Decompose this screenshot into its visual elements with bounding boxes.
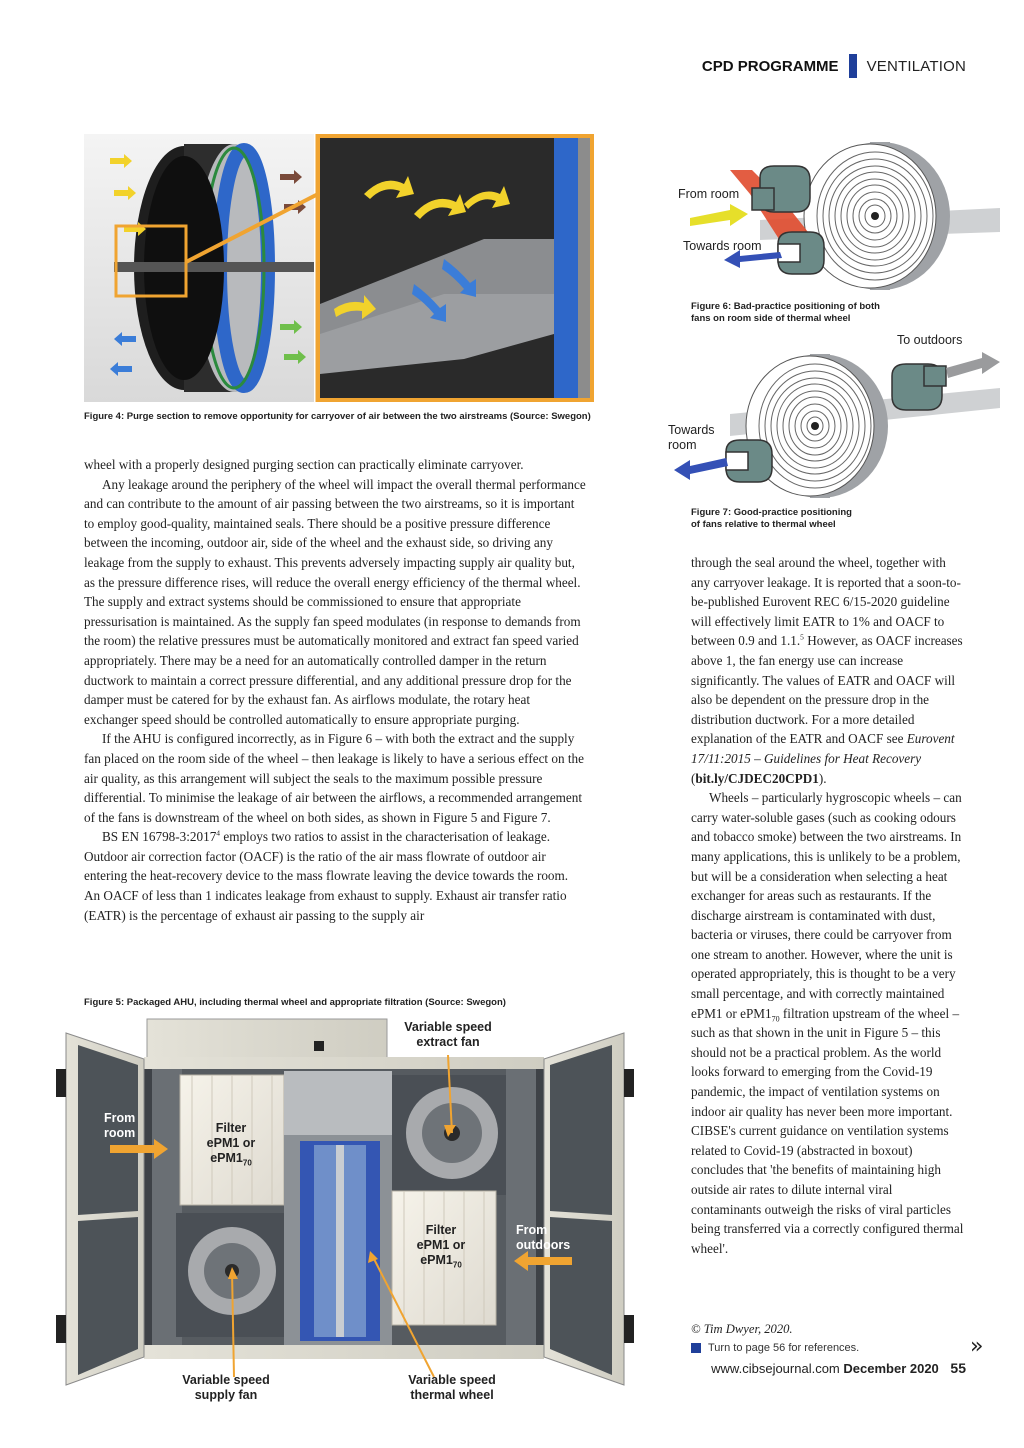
fig5-label-thermal-wheel xyxy=(396,1373,508,1403)
fig5-wheel-line-1: Variable speed xyxy=(408,1373,496,1387)
fig7-label-towards-room-line-2: room xyxy=(668,438,697,452)
footer-issue: December 2020 xyxy=(843,1361,939,1376)
figure-5-caption: Figure 5: Packaged AHU, including thermal wheel and appropriate filtration (Source: Swegon) xyxy=(84,997,506,1008)
right-column-text xyxy=(691,553,966,1258)
header-divider xyxy=(849,54,857,78)
fig5-from-room-line-1: From xyxy=(104,1111,136,1125)
figure-5-image xyxy=(52,1015,636,1405)
fig5-filter1-sub: 70 xyxy=(242,1158,252,1168)
left-p4-part-b: employs two ratios to assist in the characterisation of leakage. Outdoor air correction factor (OACF) is the ratio of the air mass flowrate of outdoor air entering the heat-recovery device to the mass flowrate leaving the device towards the room. An OACF of less than 1 indicates leakage from exhaust to supply. Exhaust air transfer ratio (EATR) is the percentage of exhaust air passing to the supply air xyxy=(84,829,569,923)
fig5-filter2-line-2: ePM1 or xyxy=(416,1238,466,1252)
fig5-label-supply-fan xyxy=(170,1373,282,1403)
section-title: CPD PROGRAMME xyxy=(701,57,839,75)
right-p1-guideline-title: Eurovent 17/11:2015 – Guidelines for Heat Recovery xyxy=(691,731,955,766)
topic-title: VENTILATION xyxy=(866,57,966,75)
fig5-filter1-class: ePM1 xyxy=(210,1151,243,1165)
fig5-supply-fan-line-1: Variable speed xyxy=(182,1373,270,1387)
running-header xyxy=(702,54,966,78)
right-p1-part-c: ( xyxy=(691,770,696,786)
fig5-extract-fan-line-1: Variable speed xyxy=(404,1020,492,1034)
right-p1-part-b: However, as OACF increases above 1, the fan energy use can increase significantly. The values of EATR and OACF will also be dependent on the pressure drop in the distribution ductwork. For a more detailed explanation of the EATR and OACF see xyxy=(691,633,963,747)
fig5-filter1-line-3 xyxy=(196,1151,266,1166)
fig5-wheel-line-2: thermal wheel xyxy=(410,1388,494,1402)
fig5-from-outdoors-line-1: From xyxy=(516,1223,548,1237)
fig7-label-to-outdoors: To outdoors xyxy=(897,333,963,347)
left-column-text xyxy=(84,455,586,925)
right-paragraph-1 xyxy=(691,553,966,788)
right-p1-ref: 5 xyxy=(800,632,804,642)
right-p2-part-a: Wheels – particularly hygroscopic wheels – can carry water-soluble gases (such as cooking odours and tobacco smoke) between the two airstreams. In many applications, this is unlikely to be a problem, but will be a consideration when selecting a heat exchanger for areas such as restaurants. If the discharge airstream is contaminated with dust, bacteria or viruses, there could be carryover from one stream to another. However, where the unit is operated appropriately, this is thought to be a very small percentage, and with correctly maintained ePM1 or ePM1 xyxy=(691,790,962,1021)
fig5-label-filter-2 xyxy=(406,1223,476,1268)
figure-4-caption: Figure 4: Purge section to remove opportunity for carryover of air between the two airstreams (Source: Swegon) xyxy=(84,411,591,422)
fig5-from-outdoors-line-2: outdoors xyxy=(516,1238,571,1252)
figure-6-diagram xyxy=(690,140,1000,300)
right-p1-part-d: ). xyxy=(818,770,827,786)
figure-6-caption-line-1: Figure 6: Bad-practice positioning of both xyxy=(691,301,880,312)
fig5-filter2-line-1: Filter xyxy=(425,1223,457,1237)
fig5-filter2-sub: 70 xyxy=(452,1260,462,1270)
left-paragraph-2: Any leakage around the periphery of the wheel will impact the overall thermal performance and can contribute to the amount of air passing between the two airstreams, so it is important to employ good-quality, maintained seals. There should be a positive pressure difference between the incoming, outdoor air, side of the wheel and the exhaust side, so driving any leakage from the supply to exhaust. This prevents adversely impacting supply air quality but, as the pressure difference rises, will reduce the overall energy efficiency of the thermal wheel. The supply and extract systems should be commissioned to ensure that appropriate pressurisation is maintained. As the supply fan speed modulates (in response to demands from the room) the relative pressures must be automatically monitored and extract fan speed varied appropriately. There may be a need for an automatically controlled damper in the return ductwork to maintain a correct pressure differential, and any additional pressure drop for the damper must be catered for by the exhaust fan. As airflows modulate, the rotary heat exchanger speed should be controlled automatically to ensure appropriate purging. xyxy=(84,476,586,727)
reference-link[interactable]: bit.ly/CJDEC20CPD1 xyxy=(695,770,819,786)
right-p2-part-b: filtration upstream of the wheel – such as that shown in the unit in Figure 5 – this should not be a practical problem. As the world looks forward to emerging from the Covid-19 pandemic, the impact of ventilation systems on indoor air quality has never been more important. CIBSE's current guidance on ventilation systems related to Covid-19 (abstracted in boxout) concludes that 'the benefits of maintaining high outside air rates to dilute internal viral contaminants outweigh the risks of viral particles being transferred via a correctly configured thermal wheel'. xyxy=(691,1005,964,1256)
fig5-filter2-class: ePM1 xyxy=(420,1253,453,1267)
fig5-supply-fan-line-2: supply fan xyxy=(194,1388,258,1402)
left-paragraph-3: If the AHU is configured incorrectly, as in Figure 6 – with both the extract and the supply fan placed on the room side of the wheel – then leakage is likely to have a serious effect on the air quality, as this arrangement will subject the seals to the maximum possible pressure differential. To minimise the leakage of air between the airflows, a recommended arrangement of the fans is downstream of the wheel on both sides, as shown in Figure 5 and Figure 7. xyxy=(84,731,584,825)
figure-7-diagram xyxy=(670,348,1010,500)
figure-6-caption xyxy=(691,301,880,325)
right-paragraph-2 xyxy=(691,788,966,1258)
left-p4-ref: 4 xyxy=(216,828,221,838)
fig5-from-room-line-2: room xyxy=(104,1126,136,1140)
figure-7-caption xyxy=(691,507,852,531)
fig6-label-towards-room: Towards room xyxy=(683,239,762,253)
fig5-extract-fan-line-2: extract fan xyxy=(416,1035,480,1049)
fig7-label-towards-room xyxy=(668,423,715,453)
fig5-label-from-room xyxy=(104,1111,138,1141)
turn-to-text: Turn to page 56 for references. xyxy=(708,1342,860,1354)
figure-6-caption-line-2: fans on room side of thermal wheel xyxy=(691,313,851,324)
fig5-label-extract-fan xyxy=(392,1020,504,1050)
page-number: 55 xyxy=(950,1360,966,1376)
right-p2-sub: 70 xyxy=(771,1014,780,1024)
fig5-filter2-line-3 xyxy=(406,1253,476,1268)
right-p1-part-a: through the seal around the wheel, together with any carryover leakage. It is reported that a soon-to-be-published Eurovent REC 6/15-2020 guideline will effectively limit EATR to 1% and OACF to between 0.9 and 1.1. xyxy=(691,555,961,649)
figure-4-image xyxy=(84,134,594,402)
fig5-filter1-line-1: Filter xyxy=(215,1121,247,1135)
left-paragraph-4 xyxy=(84,827,586,925)
bullet-square-icon xyxy=(691,1343,701,1353)
fig6-label-from-room: From room xyxy=(678,187,740,201)
page-footer xyxy=(711,1360,966,1376)
turn-to-references[interactable] xyxy=(691,1342,859,1354)
left-paragraph-1: wheel with a properly designed purging section can practically eliminate carryover. xyxy=(84,457,524,472)
fig5-label-filter-1 xyxy=(196,1121,266,1166)
figure-7-caption-line-1: Figure 7: Good-practice positioning xyxy=(691,507,852,518)
fig5-filter1-line-2: ePM1 or xyxy=(206,1136,256,1150)
fig7-label-towards-room-line-1: Towards xyxy=(668,423,715,437)
fig5-label-from-outdoors xyxy=(516,1223,576,1253)
copyright-line: © Tim Dwyer, 2020. xyxy=(691,1322,793,1336)
next-page-arrow-icon[interactable]: » xyxy=(970,1334,984,1359)
left-p4-part-a: BS EN 16798-3:2017 xyxy=(102,829,217,845)
footer-site: www.cibsejournal.com xyxy=(711,1361,840,1376)
figure-7-caption-line-2: of fans relative to thermal wheel xyxy=(691,519,836,530)
